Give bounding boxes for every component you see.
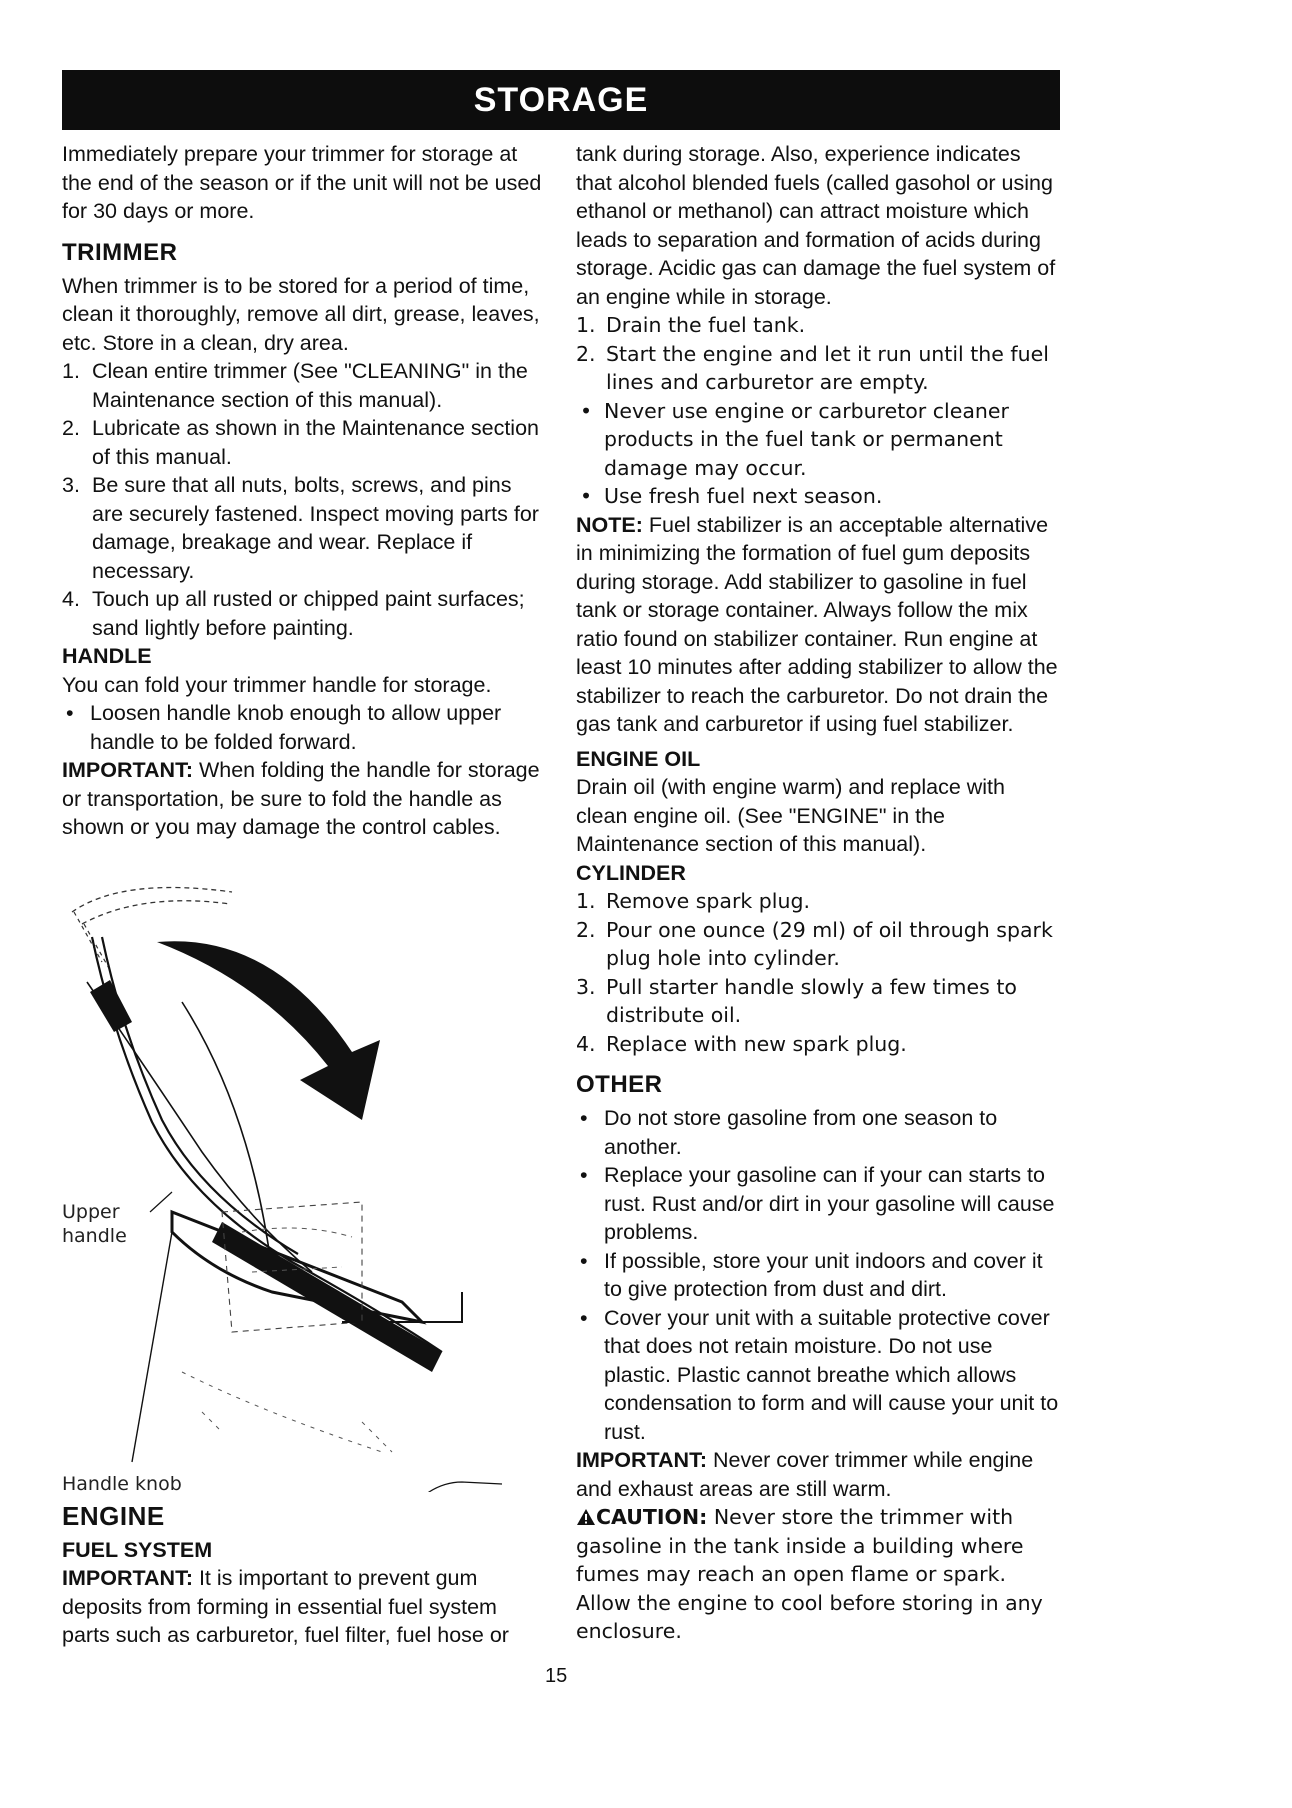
handle-fold-illustration — [62, 852, 548, 1495]
handle-heading: HANDLE — [62, 644, 152, 668]
trimmer-text: When trimmer is to be stored for a period of time, clean it thoroughly, remove all dirt, grease, leaves, etc. Store in a clean, dry area. — [62, 273, 540, 355]
list-item: • Cover your unit with a suitable protective cover that does not retain moisture. Do not use plastic. Plastic cannot breathe which allows condensation to form and will cause your unit to rust. — [576, 1304, 1060, 1447]
list-item: 2. Pour one ounce (29 ml) of oil through spark plug hole into cylinder. — [576, 917, 1053, 970]
bullet-icon: • — [580, 398, 593, 423]
left-column — [62, 140, 548, 1650]
trimmer-heading: TRIMMER — [62, 238, 178, 266]
fuel-system-heading: FUEL SYSTEM — [62, 1537, 213, 1562]
handle-important: IMPORTANT: When folding the handle for storage or transportation, be sure to fold the handle as shown or you may damage the control cables. — [62, 758, 540, 839]
other-heading: OTHER — [576, 1071, 663, 1098]
list-item: • Do not store gasoline from one season to another. — [576, 1104, 1060, 1161]
other-important: IMPORTANT: Never cover trimmer while engine and exhaust areas are still warm. — [576, 1448, 1034, 1501]
bullet-icon: • — [580, 1106, 588, 1130]
upper-label: Upper — [62, 1200, 120, 1223]
right-column — [576, 140, 1060, 1646]
storage-title-banner: STORAGE — [62, 70, 1060, 130]
cylinder-heading: CYLINDER — [576, 860, 686, 885]
engine-oil-text: Drain oil (with engine warm) and replace with clean engine oil. (See "ENGINE" in the Maintenance section of this manual). — [576, 775, 1005, 856]
fuel-steps — [576, 311, 1060, 397]
list-item: 1. Remove spark plug. — [576, 889, 811, 913]
fuel-system-important: IMPORTANT: It is important to prevent gum deposits from forming in essential fuel system parts such as carburetor, fuel filter, fuel hose or — [62, 1566, 509, 1647]
handle-knob-label: Handle knob — [62, 1472, 182, 1495]
bullet-icon: • — [580, 1305, 588, 1330]
list-item: • Never use engine or carburetor cleaner products in the fuel tank or permanent damage may occur. — [576, 397, 1060, 483]
warning-triangle-icon — [576, 1508, 596, 1526]
list-item: • Loosen handle knob enough to allow upper handle to be folded forward. — [62, 699, 548, 756]
caution-warning: CAUTION: Never store the trimmer with gasoline in the tank inside a building where fumes may reach an open flame or spark. Allow the engine to cool before storing in any enclosure. — [576, 1505, 1043, 1643]
list-item: 3. Be sure that all nuts, bolts, screws, and pins are securely fastened. Inspect moving parts for damage, breakage and wear. Replace if necessary. — [62, 473, 539, 583]
trimmer-steps — [62, 357, 548, 642]
list-item: • Use fresh fuel next season. — [576, 482, 1060, 511]
list-item: 1. Drain the fuel tank. — [576, 313, 806, 337]
list-item: 1. Clean entire trimmer (See "CLEANING" in the Maintenance section of this manual). — [62, 359, 528, 412]
list-item: 4. Replace with new spark plug. — [576, 1031, 907, 1056]
bullet-icon: • — [580, 1163, 588, 1187]
list-item: 2. Start the engine and let it run until the fuel lines and carburetor are empty. — [576, 341, 1049, 394]
trimmer-handle-drawing — [62, 852, 548, 1492]
stabilizer-note: NOTE: Fuel stabilizer is an acceptable alternative in minimizing the formation of fuel gum deposits during storage. Add stabilizer to gasoline in fuel tank or storage container. Always follow the mix ratio found on stabilizer container. Run engine at least 10 minutes after adding stabilizer to allow the stabilizer to reach the carburetor. Do not drain the gas tank and carburetor if using fuel stabilizer. — [576, 512, 1058, 736]
page-number: 15 — [545, 1665, 568, 1687]
list-item: • Replace your gasoline can if your can starts to rust. Rust and/or dirt in your gasoline will cause problems. — [576, 1161, 1060, 1247]
engine-heading: ENGINE — [62, 1500, 165, 1531]
bullet-icon: • — [580, 484, 593, 508]
handle-label: handle — [62, 1224, 127, 1247]
list-item: 3. Pull starter handle slowly a few times to distribute oil. — [576, 974, 1017, 1027]
list-item: 2. Lubricate as shown in the Maintenance section of this manual. — [62, 416, 539, 469]
list-item: • If possible, store your unit indoors and cover it to give protection from dust and dirt. — [576, 1247, 1060, 1304]
bullet-icon: • — [580, 1248, 588, 1273]
list-item: 4. Touch up all rusted or chipped paint surfaces; sand lightly before painting. — [62, 587, 525, 640]
storage-intro: Immediately prepare your trimmer for storage at the end of the season or if the unit will not be used for 30 days or more. — [62, 142, 542, 223]
bullet-icon: • — [66, 701, 74, 725]
handle-text: You can fold your trimmer handle for storage. — [62, 672, 492, 697]
fuel-system-continued: tank during storage. Also, experience indicates that alcohol blended fuels (called gasohol or using ethanol or methanol) can attract moisture which leads to separation and formation of acids during storage. Acidic gas can damage the fuel system of an engine while in storage. — [576, 142, 1056, 309]
engine-oil-heading: ENGINE OIL — [576, 746, 701, 771]
cylinder-steps — [576, 887, 1060, 1058]
